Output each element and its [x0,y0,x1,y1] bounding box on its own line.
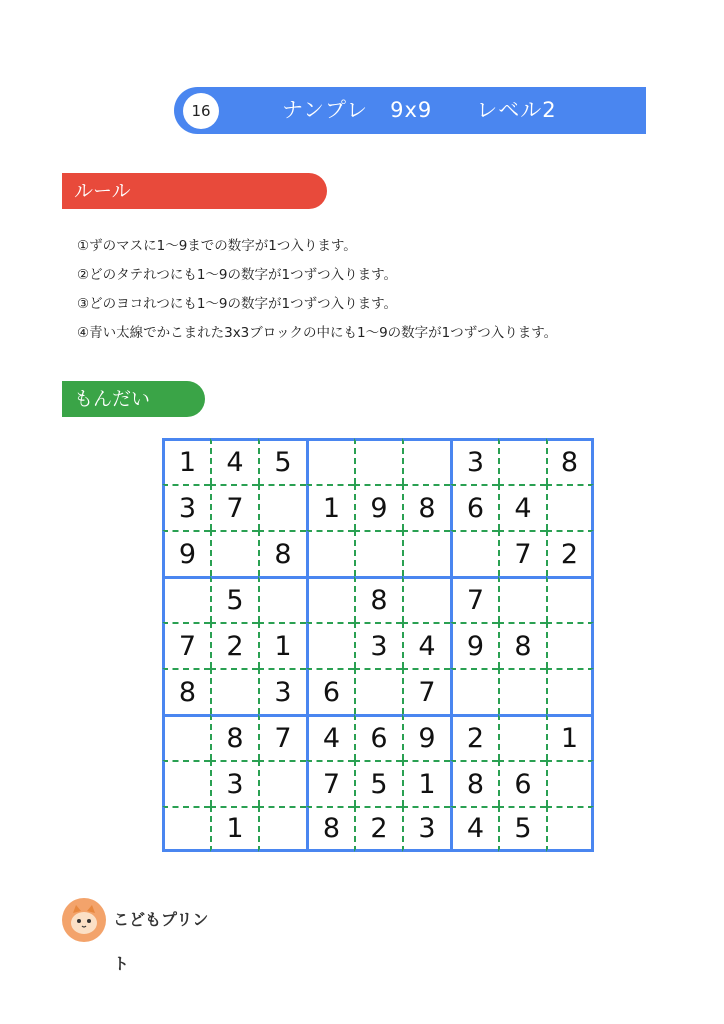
sudoku-cell[interactable]: 9 [354,484,402,530]
sudoku-cell[interactable] [306,622,354,668]
sudoku-cell[interactable]: 4 [450,806,498,852]
sudoku-cell[interactable]: 3 [450,438,498,484]
sudoku-cell[interactable] [354,438,402,484]
sudoku-grid [162,438,594,852]
sudoku-cell[interactable]: 1 [402,760,450,806]
sudoku-cell[interactable]: 1 [210,806,258,852]
sudoku-cell[interactable] [546,806,594,852]
sudoku-cell[interactable] [498,438,546,484]
sudoku-cell[interactable]: 8 [354,576,402,622]
sudoku-cell[interactable]: 7 [210,484,258,530]
sudoku-cell[interactable] [354,668,402,714]
sudoku-cell[interactable]: 8 [210,714,258,760]
sudoku-cell[interactable] [450,530,498,576]
sudoku-cell[interactable]: 5 [258,438,306,484]
sudoku-cell[interactable]: 5 [210,576,258,622]
sudoku-cell[interactable]: 6 [498,760,546,806]
sudoku-cell[interactable]: 7 [258,714,306,760]
sudoku-cell[interactable] [162,714,210,760]
page-title: ナンプレ 9x9 レベル2 [282,98,557,122]
sudoku-cell[interactable] [546,576,594,622]
rule-item: ③どのヨコれつにも1〜9の数字が1つずつ入ります。 [77,296,398,312]
sudoku-cell[interactable]: 1 [162,438,210,484]
sudoku-cell[interactable] [402,530,450,576]
sudoku-cell[interactable]: 2 [546,530,594,576]
sudoku-cell[interactable]: 3 [258,668,306,714]
sudoku-cell[interactable]: 8 [450,760,498,806]
sudoku-cell[interactable] [402,576,450,622]
sudoku-cell[interactable]: 9 [402,714,450,760]
rule-item: ①ずのマスに1〜9までの数字が1つ入ります。 [77,238,357,254]
sudoku-cell[interactable] [546,622,594,668]
sudoku-cell[interactable] [210,530,258,576]
sudoku-cell[interactable] [306,530,354,576]
rules-heading: ルール [62,173,327,209]
rule-item: ②どのタテれつにも1〜9の数字が1つずつ入ります。 [77,267,398,283]
sudoku-cell[interactable]: 6 [354,714,402,760]
sudoku-cell[interactable] [258,806,306,852]
worksheet-number-badge: 16 [183,93,219,129]
sudoku-cell[interactable]: 4 [306,714,354,760]
sudoku-cell[interactable]: 1 [306,484,354,530]
sudoku-cell[interactable]: 8 [498,622,546,668]
sudoku-cell[interactable] [498,714,546,760]
sudoku-cell[interactable] [162,760,210,806]
sudoku-cell[interactable]: 7 [498,530,546,576]
sudoku-cell[interactable] [354,530,402,576]
sudoku-cell[interactable]: 1 [258,622,306,668]
sudoku-cell[interactable] [210,668,258,714]
sudoku-cell[interactable]: 8 [402,484,450,530]
sudoku-cell[interactable] [162,806,210,852]
sudoku-cell[interactable]: 9 [162,530,210,576]
rules-list [77,236,557,352]
sudoku-cell[interactable]: 6 [450,484,498,530]
problem-heading: もんだい [62,381,205,417]
sudoku-cell[interactable]: 3 [402,806,450,852]
sudoku-cell[interactable]: 3 [162,484,210,530]
sudoku-cell[interactable] [498,576,546,622]
sudoku-cell[interactable]: 8 [162,668,210,714]
rule-item: ④青い太線でかこまれた3x3ブロックの中にも1〜9の数字が1つずつ入ります。 [77,325,558,341]
sudoku-cell[interactable]: 9 [450,622,498,668]
sudoku-cell[interactable] [258,576,306,622]
sudoku-cell[interactable] [546,484,594,530]
sudoku-cell[interactable]: 3 [354,622,402,668]
sudoku-cell[interactable]: 2 [354,806,402,852]
sudoku-cell[interactable] [306,576,354,622]
sudoku-cell[interactable] [546,668,594,714]
sudoku-cell[interactable]: 6 [306,668,354,714]
sudoku-cell[interactable] [258,484,306,530]
sudoku-cell[interactable]: 4 [402,622,450,668]
sudoku-cell[interactable] [402,438,450,484]
logo [62,898,222,973]
sudoku-cell[interactable] [306,438,354,484]
sudoku-cell[interactable]: 2 [450,714,498,760]
sudoku-cell[interactable]: 8 [306,806,354,852]
sudoku-cell[interactable]: 8 [258,530,306,576]
sudoku-cell[interactable]: 7 [450,576,498,622]
sudoku-cell[interactable]: 7 [306,760,354,806]
logo-text: こどもプリント [113,910,209,973]
sudoku-cell[interactable]: 8 [546,438,594,484]
sudoku-cell[interactable] [546,760,594,806]
sudoku-cell[interactable] [162,576,210,622]
sudoku-cell[interactable]: 2 [210,622,258,668]
sudoku-cell[interactable]: 7 [162,622,210,668]
sudoku-cell[interactable]: 1 [546,714,594,760]
sudoku-cell[interactable] [498,668,546,714]
sudoku-cell[interactable]: 5 [354,760,402,806]
sudoku-cell[interactable]: 7 [402,668,450,714]
sudoku-cell[interactable] [258,760,306,806]
title-bar [174,87,646,134]
sudoku-cell[interactable]: 3 [210,760,258,806]
sudoku-cell[interactable]: 5 [498,806,546,852]
cat-face-icon [62,898,106,942]
sudoku-cell[interactable]: 4 [498,484,546,530]
sudoku-cell[interactable] [450,668,498,714]
sudoku-cell[interactable]: 4 [210,438,258,484]
